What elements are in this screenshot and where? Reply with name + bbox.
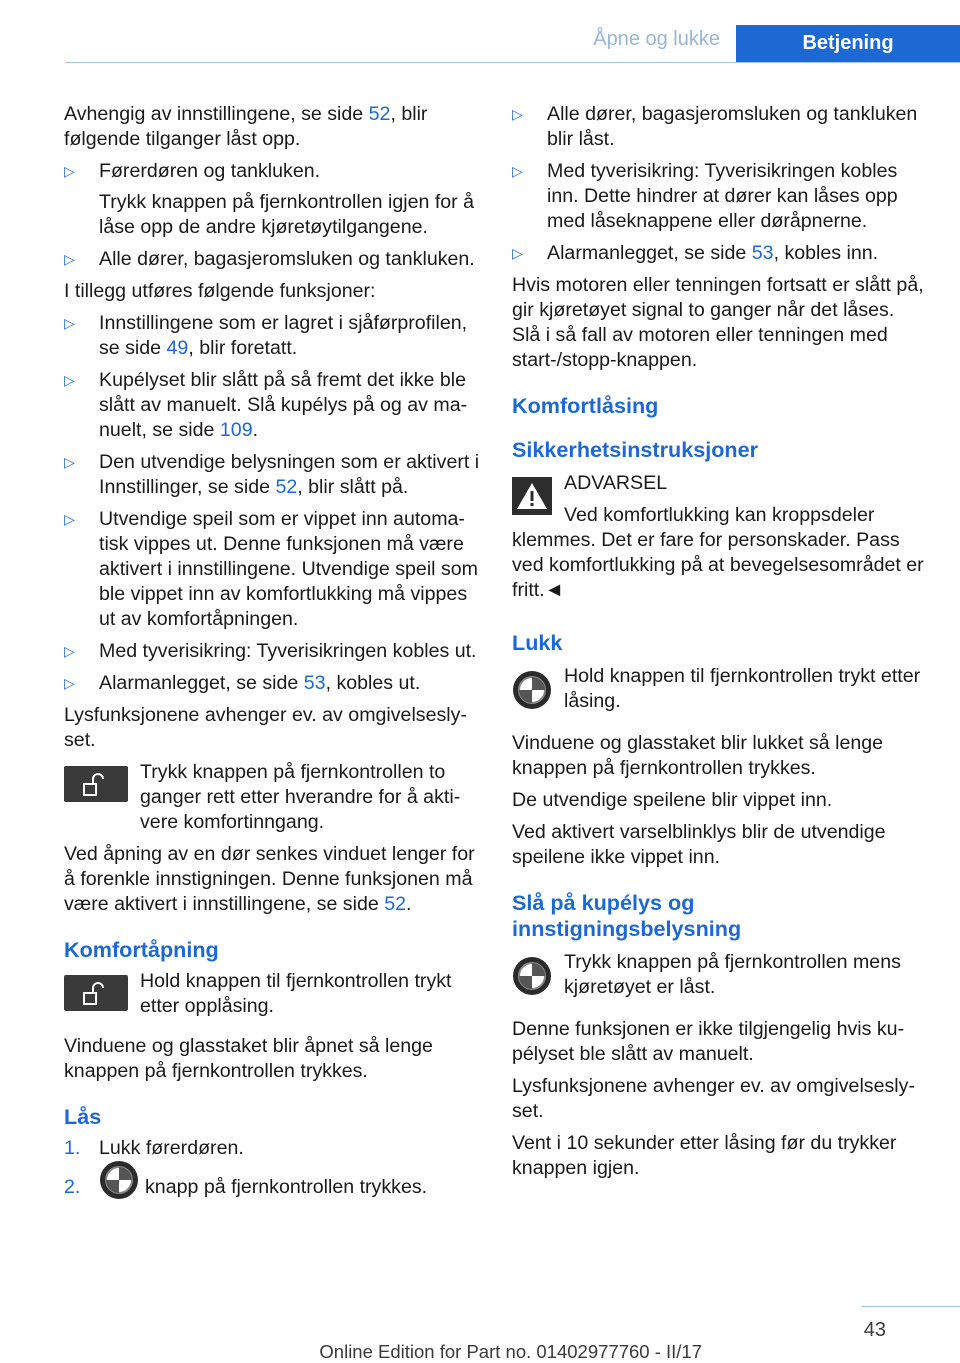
warning-icon: [512, 477, 552, 522]
paragraph: Ved åpning av en dør senkes vinduet lenger for å forenkle innstigningen. Denne funksjonen må være aktivert i innstillingene, se side 52.: [64, 843, 475, 915]
warning-title: ADVARSEL: [564, 472, 668, 494]
intro-paragraph: Avhengig av innstillingene, se side 52, blir følgende tilganger låst opp.: [64, 103, 428, 150]
section-heading: Lås: [64, 1104, 102, 1129]
paragraph: Hold knappen til fjernkontrollen trykt etter opplåsing.: [140, 970, 452, 1017]
page-number: 43: [863, 1319, 886, 1341]
paragraph: Ved aktivert varselblinklys blir de utvendige speilene ikke vippet inn.: [512, 821, 886, 868]
bullet-triangle-icon: ▷: [64, 251, 75, 267]
paragraph: Hold knappen til fjernkontrollen trykt etter låsing.: [564, 665, 921, 712]
paragraph: De utvendige speilene blir vippet inn.: [512, 789, 833, 811]
page-link[interactable]: 109: [219, 419, 253, 441]
paragraph: I tillegg utføres følgende funksjoner:: [64, 280, 376, 302]
bmw-logo-button-icon: [512, 956, 552, 1003]
paragraph: Vinduene og glasstaket blir åpnet så lenge knappen på fjernkontrollen trykkes.: [64, 1035, 433, 1082]
page-link[interactable]: 52: [384, 893, 406, 915]
left-column: [64, 102, 480, 1207]
section-heading: Komfortlåsing: [512, 393, 659, 418]
unlock-button-icon: [64, 975, 128, 1018]
right-column: [512, 102, 926, 1188]
section-heading: Komfortåpning: [64, 937, 219, 962]
section-heading: Lukk: [512, 630, 563, 655]
bullet-triangle-icon: ▷: [512, 163, 523, 179]
bmw-logo-button-icon: [99, 1160, 139, 1200]
list-item: ▷ Den utvendige belysningen som er aktivert i Innstillinger, se side 52, blir slått på.: [64, 451, 480, 498]
footer-divider: [862, 1306, 960, 1307]
chapter-tab: Betjening: [736, 25, 960, 62]
list-item: ▷ Alarmanlegget, se side 53, kobles ut.: [64, 672, 421, 694]
list-item: ▷ Innstillingene som er lagret i sjåførprofilen, se side 49, blir foretatt.: [64, 312, 468, 359]
bullet-triangle-icon: ▷: [64, 163, 75, 179]
edition-text: Online Edition for Part no. 01402977760 - II/17: [319, 1341, 702, 1362]
paragraph: Lysfunksjonene avhenger ev. av omgivelseslyset.: [512, 1075, 915, 1122]
page-header: [65, 0, 960, 63]
page-link[interactable]: 53: [303, 672, 326, 694]
list-subtext: Trykk knappen på fjernkontrollen igjen for å låse opp de andre kjøretøytilgangene.: [99, 191, 475, 238]
bullet-triangle-icon: ▷: [64, 511, 75, 527]
unlock-button-icon: [64, 766, 128, 809]
section-heading: Sikkerhetsinstruksjoner: [512, 437, 759, 462]
paragraph: Lysfunksjonene avhenger ev. av omgivelseslyset.: [64, 704, 467, 751]
list-item: ▷ Med tyverisikring: Tyverisikringen kobles ut.: [64, 640, 477, 662]
paragraph: Hvis motoren eller tenningen fortsatt er slått på, gir kjøretøyet signal to ganger når det låses. Slå i så fall av motoren eller tenningen med start-/stopp-knappen.: [512, 274, 924, 371]
bullet-triangle-icon: ▷: [512, 106, 523, 122]
list-item: ▷ Alle dører, bagasjeromsluken og tankluken.: [64, 248, 475, 270]
list-item: 1. Lukk førerdøren.: [64, 1137, 244, 1159]
list-item: ▷ Alle dører, bagasjeromsluken og tankluken blir låst.: [512, 103, 918, 150]
list-item: ▷ Kupélyset blir slått på så fremt det ikke ble slått av manuelt. Slå kupélys på og av manuelt, se side 109.: [64, 369, 468, 441]
page-link[interactable]: 53: [751, 242, 774, 264]
bullet-triangle-icon: ▷: [64, 454, 75, 470]
bullet-triangle-icon: ▷: [64, 315, 75, 331]
page-link[interactable]: 52: [275, 476, 298, 498]
list-item: ▷ Alarmanlegget, se side 53, kobles inn.: [512, 242, 879, 264]
paragraph: Trykk knappen på fjernkontrollen mens kjøretøyet er låst.: [564, 951, 901, 998]
bullet-triangle-icon: ▷: [64, 372, 75, 388]
paragraph: Denne funksjonen er ikke tilgjengelig hvis kupélyset ble slått av manuelt.: [512, 1018, 905, 1065]
bullet-triangle-icon: ▷: [512, 245, 523, 261]
page-link[interactable]: 52: [368, 103, 391, 125]
section-title: Åpne og lukke: [593, 28, 720, 50]
paragraph: Trykk knappen på fjernkontrollen to ganger rett etter hverandre for å aktivere komfortinngang.: [140, 761, 461, 833]
paragraph: Vent i 10 sekunder etter låsing før du trykker knappen igjen.: [512, 1132, 897, 1179]
list-item: ▷ Med tyverisikring: Tyverisikringen kobles inn. Dette hindrer at dører kan låses opp med låseknappene eller døråpnerne.: [512, 160, 898, 232]
bmw-logo-button-icon: [512, 670, 552, 717]
warning-text: Ved komfortlukking kan kroppsdeler klemmes. Det er fare for personskader. Pass ved komfortlukking på at bevegelsesområdet er fritt.◄: [512, 504, 924, 601]
bullet-triangle-icon: ▷: [64, 643, 75, 659]
page-link[interactable]: 49: [166, 337, 189, 359]
paragraph: Vinduene og glasstaket blir lukket så lenge knappen på fjernkontrollen trykkes.: [512, 732, 884, 779]
list-item: 2. knapp på fjernkontrollen trykkes.: [64, 1175, 480, 1200]
bullet-triangle-icon: ▷: [64, 675, 75, 691]
section-heading: Slå på kupélys og innstigningsbelysning: [512, 890, 742, 941]
list-item: ▷ Utvendige speil som er vippet inn automatisk vippes ut. Denne funksjonen må være aktivert i innstillingene. Utvendige speil som ble vippet inn av komfortlukking må vippes ut av komfortåpningen.: [64, 508, 478, 630]
list-item: ▷ Førerdøren og tankluken.: [64, 160, 321, 182]
